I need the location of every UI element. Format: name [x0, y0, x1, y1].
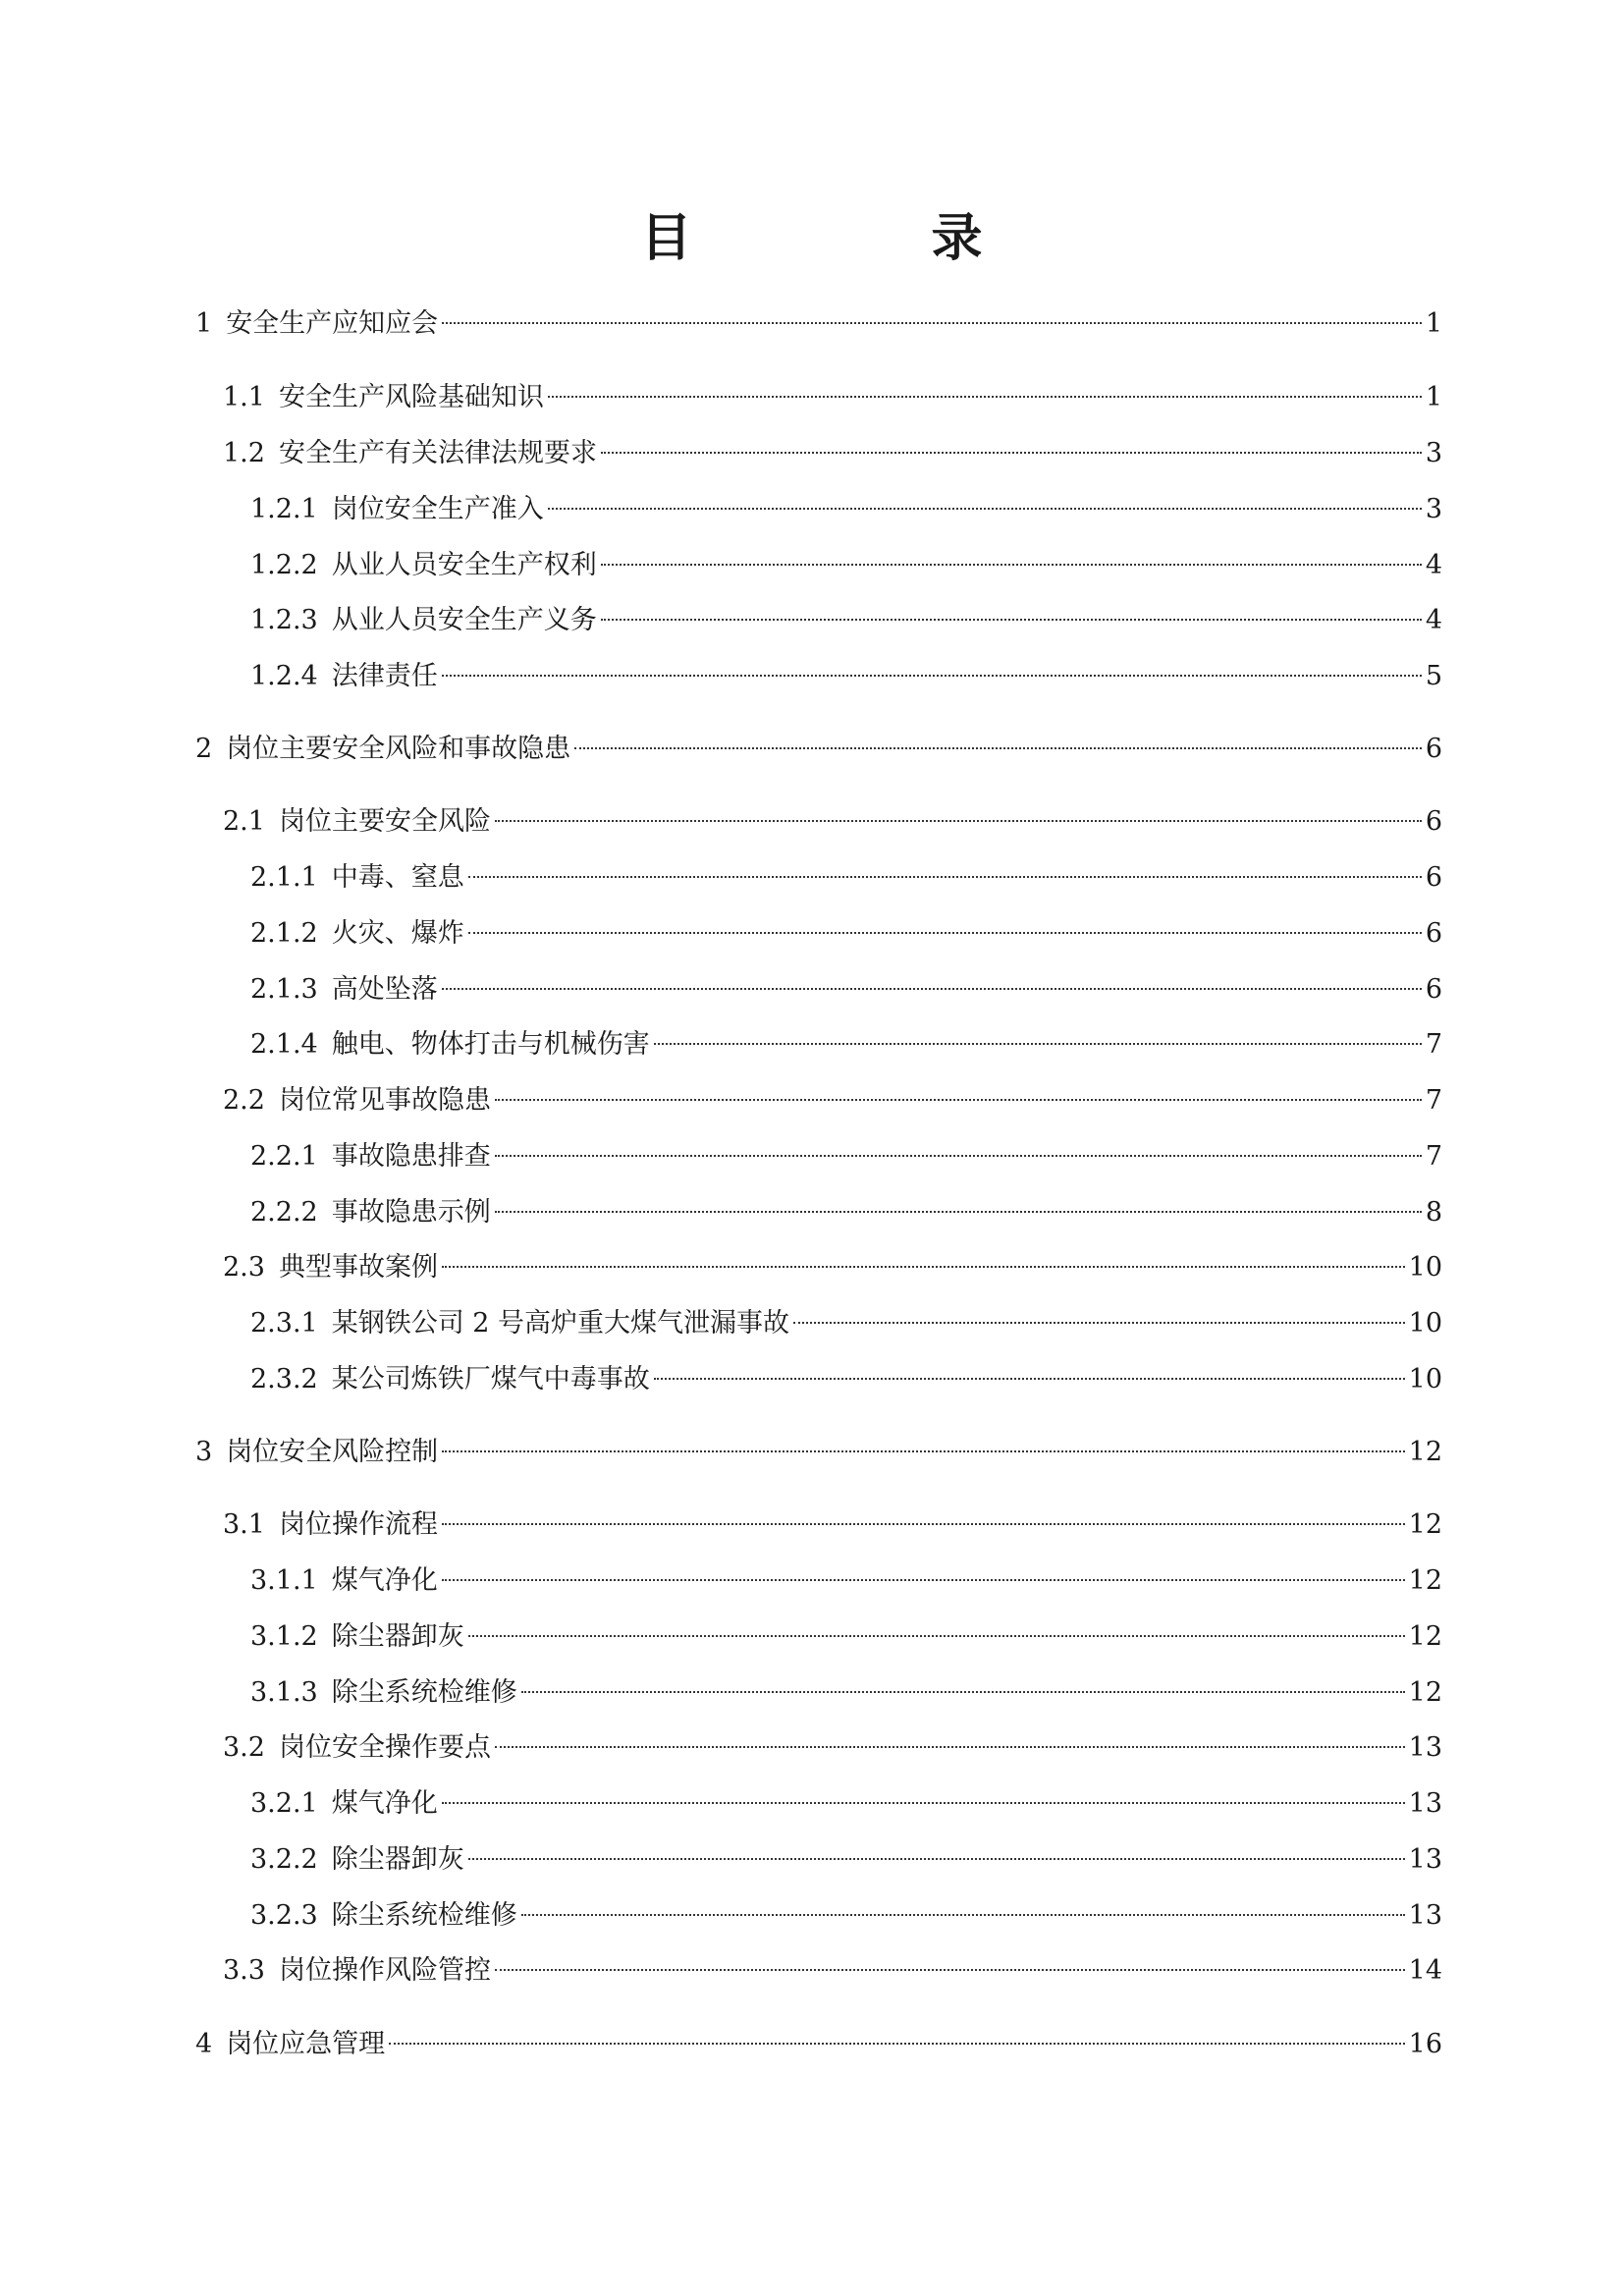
toc-leader-dots — [495, 1746, 1405, 1748]
toc-entry-title: 从业人员安全生产权利 — [331, 550, 597, 580]
toc-entry[interactable] — [223, 380, 1442, 415]
toc-entry-number: 3.3 — [223, 1955, 265, 1986]
toc-entry-page: 8 — [1425, 1197, 1442, 1228]
toc-entry-number: 3.1 — [223, 1509, 265, 1540]
toc-leader-dots — [521, 1914, 1405, 1916]
toc-entry-number: 2.2 — [223, 1085, 265, 1116]
toc-entry-number: 2.1.3 — [250, 974, 318, 1005]
toc-entry-number: 3.2.2 — [250, 1844, 318, 1875]
toc-entry-page: 6 — [1425, 806, 1442, 837]
toc-entry[interactable] — [250, 1786, 1442, 1822]
toc-leader-dots — [442, 322, 1422, 324]
toc-leader-dots — [495, 820, 1422, 822]
toc-leader-dots — [389, 2043, 1404, 2045]
toc-entry-title: 事故隐患示例 — [331, 1197, 491, 1228]
toc-entry[interactable] — [223, 1083, 1442, 1119]
toc-entry-number: 2.2.2 — [250, 1197, 318, 1228]
toc-entry-page: 6 — [1425, 974, 1442, 1005]
toc-leader-dots — [442, 1579, 1405, 1581]
toc-leader-dots — [442, 1802, 1405, 1804]
toc-entry-page: 4 — [1425, 550, 1442, 580]
toc-entry[interactable] — [250, 1898, 1442, 1934]
toc-leader-dots — [601, 619, 1422, 621]
toc-entry-number: 3.2 — [223, 1732, 265, 1763]
toc-entry-title: 中毒、窒息 — [331, 862, 464, 893]
toc-entry-title: 岗位应急管理 — [226, 2029, 386, 2059]
toc-entry[interactable] — [195, 1435, 1442, 1470]
toc-entry-page: 1 — [1425, 382, 1442, 412]
toc-leader-dots — [468, 932, 1422, 934]
toc-entry-title: 除尘器卸灰 — [331, 1621, 464, 1652]
toc-entry-number: 2.1.4 — [250, 1029, 318, 1060]
toc-leader-dots — [468, 1635, 1405, 1637]
toc-entry-number: 2.1.2 — [250, 918, 318, 949]
toc-entry-number: 1.2 — [223, 438, 265, 468]
toc-entry-page: 7 — [1425, 1141, 1442, 1172]
toc-leader-dots — [521, 1691, 1405, 1693]
toc-entry-title: 法律责任 — [331, 661, 438, 691]
toc-entry-number: 1.1 — [223, 382, 265, 412]
toc-entry-number: 4 — [195, 2029, 213, 2059]
toc-entry[interactable] — [223, 1730, 1442, 1766]
toc-entry-number: 1.2.3 — [250, 605, 318, 635]
toc-entry-title: 煤气净化 — [331, 1565, 438, 1596]
toc-entry[interactable] — [223, 1250, 1442, 1285]
toc-entry-number: 1.2.1 — [250, 494, 318, 524]
page-title: 目 录 — [640, 208, 1077, 268]
toc-entry-title: 安全生产风险基础知识 — [278, 382, 544, 412]
toc-entry[interactable] — [195, 2027, 1442, 2062]
toc-leader-dots — [442, 1450, 1404, 1452]
toc-entry-title: 岗位主要安全风险和事故隐患 — [226, 734, 571, 764]
toc-entry-number: 1 — [195, 308, 213, 339]
toc-entry-number: 3.1.1 — [250, 1565, 318, 1596]
toc-entry-page: 13 — [1408, 1900, 1442, 1931]
toc-entry-number: 3.1.3 — [250, 1677, 318, 1708]
toc-entry[interactable] — [250, 972, 1442, 1008]
toc-entry-number: 2.1.1 — [250, 862, 318, 893]
toc-entry[interactable] — [250, 1619, 1442, 1655]
toc-entry-page: 13 — [1408, 1788, 1442, 1819]
toc-entry[interactable] — [250, 1675, 1442, 1711]
toc-entry-page: 10 — [1408, 1364, 1442, 1394]
toc-entry-number: 3.1.2 — [250, 1621, 318, 1652]
toc-entry-page: 6 — [1425, 734, 1442, 764]
toc-entry-title: 典型事故案例 — [278, 1252, 438, 1283]
toc-entry-title: 除尘器卸灰 — [331, 1844, 464, 1875]
toc-entry[interactable] — [250, 548, 1442, 583]
toc-leader-dots — [442, 1266, 1405, 1268]
toc-entry-title: 某钢铁公司 2 号高炉重大煤气泄漏事故 — [331, 1308, 790, 1339]
toc-leader-dots — [468, 876, 1422, 878]
toc-entry-page: 6 — [1425, 862, 1442, 893]
toc-entry[interactable] — [250, 659, 1442, 694]
toc-entry[interactable] — [195, 306, 1442, 342]
toc-entry-title: 安全生产有关法律法规要求 — [278, 438, 597, 468]
toc-entry-number: 1.2.4 — [250, 661, 318, 691]
toc-entry[interactable] — [223, 436, 1442, 471]
toc-leader-dots — [574, 747, 1422, 749]
toc-entry-title: 事故隐患排查 — [331, 1141, 491, 1172]
toc-entry-page: 3 — [1425, 494, 1442, 524]
toc-entry-page: 1 — [1425, 308, 1442, 339]
toc-leader-dots — [654, 1378, 1405, 1380]
toc-entry-page: 12 — [1408, 1437, 1442, 1467]
toc-leader-dots — [548, 508, 1422, 510]
toc-entry-page: 6 — [1425, 918, 1442, 949]
toc-entry-page: 10 — [1408, 1252, 1442, 1283]
toc-entry-title: 除尘系统检维修 — [331, 1677, 517, 1708]
toc-entry-title: 岗位安全风险控制 — [226, 1437, 439, 1467]
toc-entry-page: 12 — [1408, 1677, 1442, 1708]
toc-entry-page: 14 — [1408, 1955, 1442, 1986]
toc-entry-number: 2.3.2 — [250, 1364, 318, 1394]
toc-entry[interactable] — [250, 916, 1442, 952]
toc-entry[interactable] — [250, 1362, 1442, 1397]
toc-entry-page: 7 — [1425, 1029, 1442, 1060]
toc-entry-number: 2.3.1 — [250, 1308, 318, 1339]
toc-leader-dots — [442, 988, 1422, 990]
toc-entry[interactable] — [223, 1507, 1442, 1543]
toc-entry-page: 13 — [1408, 1844, 1442, 1875]
toc-entry[interactable] — [250, 1027, 1442, 1063]
toc-entry-title: 火灾、爆炸 — [331, 918, 464, 949]
toc-entry[interactable] — [250, 1842, 1442, 1878]
toc-leader-dots — [442, 1523, 1405, 1525]
toc-entry-number: 3.2.1 — [250, 1788, 318, 1819]
toc-entry-number: 3.2.3 — [250, 1900, 318, 1931]
toc-entry-title: 高处坠落 — [331, 974, 438, 1005]
toc-entry-title: 煤气净化 — [331, 1788, 438, 1819]
toc-entry[interactable] — [250, 1195, 1442, 1230]
toc-entry-page: 12 — [1408, 1509, 1442, 1540]
toc-entry-page: 13 — [1408, 1732, 1442, 1763]
toc-entry-number: 2 — [195, 734, 213, 764]
toc-entry-page: 4 — [1425, 605, 1442, 635]
toc-entry-number: 2.3 — [223, 1252, 265, 1283]
toc-entry-number: 3 — [195, 1437, 213, 1467]
toc-entry-title: 某公司炼铁厂煤气中毒事故 — [331, 1364, 650, 1394]
toc-entry-title: 从业人员安全生产义务 — [331, 605, 597, 635]
toc-leader-dots — [495, 1155, 1422, 1157]
toc-entry-title: 岗位操作流程 — [278, 1509, 438, 1540]
toc-entry[interactable] — [223, 804, 1442, 840]
toc-leader-dots — [468, 1858, 1405, 1860]
toc-entry-number: 2.2.1 — [250, 1141, 318, 1172]
toc-leader-dots — [548, 396, 1422, 398]
toc-entry-title: 岗位常见事故隐患 — [278, 1085, 491, 1116]
toc-leader-dots — [793, 1322, 1405, 1324]
toc-entry-title: 安全生产应知应会 — [226, 308, 439, 339]
toc-entry-page: 12 — [1408, 1565, 1442, 1596]
toc-leader-dots — [442, 675, 1422, 677]
toc-entry-page: 12 — [1408, 1621, 1442, 1652]
toc-entry-page: 5 — [1425, 661, 1442, 691]
toc-entry-number: 1.2.2 — [250, 550, 318, 580]
toc-entry-page: 10 — [1408, 1308, 1442, 1339]
toc-entry-page: 16 — [1408, 2029, 1442, 2059]
toc-entry-page: 3 — [1425, 438, 1442, 468]
toc-entry[interactable] — [250, 492, 1442, 527]
toc-leader-dots — [495, 1099, 1422, 1101]
toc-entry-page: 7 — [1425, 1085, 1442, 1116]
toc-leader-dots — [601, 452, 1422, 454]
toc-entry-title: 岗位安全操作要点 — [278, 1732, 491, 1763]
toc-entry[interactable] — [250, 860, 1442, 896]
toc-entry[interactable] — [223, 1953, 1442, 1989]
toc-entry[interactable] — [250, 603, 1442, 638]
toc-entry-number: 2.1 — [223, 806, 265, 837]
toc-entry-title: 除尘系统检维修 — [331, 1900, 517, 1931]
toc-leader-dots — [601, 564, 1422, 566]
toc-entry-title: 岗位主要安全风险 — [278, 806, 491, 837]
toc-entry[interactable] — [250, 1306, 1442, 1341]
toc-entry[interactable] — [250, 1139, 1442, 1175]
toc-leader-dots — [495, 1211, 1422, 1213]
toc-entry[interactable] — [195, 732, 1442, 767]
toc-leader-dots — [654, 1043, 1422, 1045]
toc-entry-title: 岗位操作风险管控 — [278, 1955, 491, 1986]
toc-entry-title: 岗位安全生产准入 — [331, 494, 544, 524]
toc-entry[interactable] — [250, 1563, 1442, 1599]
toc-entry-title: 触电、物体打击与机械伤害 — [331, 1029, 650, 1060]
toc-leader-dots — [495, 1969, 1405, 1971]
